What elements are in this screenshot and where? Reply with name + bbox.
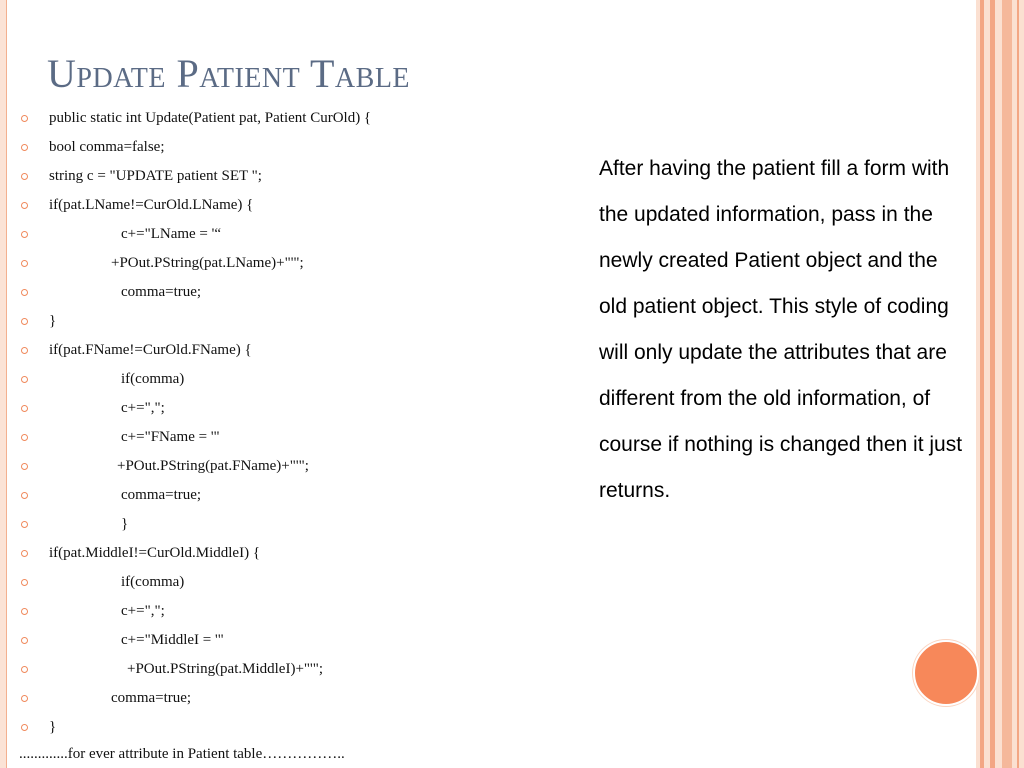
bullet-icon — [21, 666, 28, 673]
code-line-text: comma=true; — [111, 690, 192, 706]
right-stripes-decoration — [976, 0, 1024, 768]
code-line — [0, 713, 600, 742]
code-line — [0, 365, 600, 394]
footer-note: .............for ever attribute in Patient table…………….. — [19, 746, 345, 762]
code-line — [0, 539, 600, 568]
code-line-text: comma=true; — [121, 284, 202, 300]
code-line — [0, 481, 600, 510]
code-line — [0, 249, 600, 278]
code-line-text: +POut.PString(pat.LName)+"'"; — [111, 255, 304, 271]
bullet-icon — [21, 521, 28, 528]
code-line — [0, 278, 600, 307]
code-line — [0, 133, 600, 162]
code-line — [0, 684, 600, 713]
code-line-text: if(comma) — [121, 371, 185, 387]
stripe — [1002, 0, 1012, 768]
bullet-icon — [21, 724, 28, 731]
bullet-icon — [21, 695, 28, 702]
code-line-text: comma=true; — [121, 487, 202, 503]
bullet-icon — [21, 550, 28, 557]
code-line — [0, 655, 600, 684]
code-line-text: c+=","; — [121, 603, 165, 619]
bullet-icon — [21, 434, 28, 441]
explanation-text: After having the patient fill a form with the updated information, pass in the newly created Patient object and the old patient object. This style of coding will only update the attributes that are different from the old information, of course if nothing is changed then it just returns. — [599, 157, 963, 502]
bullet-icon — [21, 115, 28, 122]
bullet-icon — [21, 260, 28, 267]
bullet-icon — [21, 463, 28, 470]
bullet-icon — [21, 231, 28, 238]
code-line-text: if(pat.LName!=CurOld.LName) { — [49, 197, 254, 213]
code-line-text: c+=","; — [121, 400, 165, 416]
stripe — [990, 0, 995, 768]
code-line-text: c+="LName = '“ — [121, 226, 221, 242]
code-line — [0, 626, 600, 655]
code-line-text: c+="FName = '" — [121, 429, 220, 445]
bullet-icon — [21, 637, 28, 644]
code-line — [0, 423, 600, 452]
code-line-text: public static int Update(Patient pat, Patient CurOld) { — [49, 110, 372, 126]
code-line-text: } — [49, 719, 57, 735]
bullet-icon — [21, 318, 28, 325]
accent-circle — [913, 640, 979, 706]
bullet-icon — [21, 173, 28, 180]
code-line-text: } — [49, 313, 57, 329]
bullet-icon — [21, 492, 28, 499]
bullet-icon — [21, 579, 28, 586]
bullet-icon — [21, 202, 28, 209]
code-line — [0, 307, 600, 336]
code-line-text: if(pat.MiddleI!=CurOld.MiddleI) { — [49, 545, 261, 561]
code-line-text: if(pat.FName!=CurOld.FName) { — [49, 342, 252, 358]
code-line-text: } — [121, 516, 129, 532]
code-line — [0, 597, 600, 626]
code-line-text: +POut.PString(pat.FName)+"'"; — [117, 458, 309, 474]
bullet-icon — [21, 144, 28, 151]
stripe — [980, 0, 984, 768]
bullet-icon — [21, 405, 28, 412]
code-line — [0, 568, 600, 597]
code-listing — [0, 104, 600, 742]
code-line-text: bool comma=false; — [49, 139, 165, 155]
code-line — [0, 191, 600, 220]
code-line-text: +POut.PString(pat.MiddleI)+"'"; — [127, 661, 324, 677]
bullet-icon — [21, 376, 28, 383]
code-line — [0, 394, 600, 423]
code-line — [0, 104, 600, 133]
bullet-icon — [21, 347, 28, 354]
slide-title: Update Patient Table — [47, 51, 411, 96]
bullet-icon — [21, 289, 28, 296]
code-line — [0, 336, 600, 365]
stripe — [1017, 0, 1019, 768]
code-line — [0, 510, 600, 539]
code-line-text: if(comma) — [121, 574, 185, 590]
code-line — [0, 452, 600, 481]
code-line-text: c+="MiddleI = '" — [121, 632, 224, 648]
bullet-icon — [21, 608, 28, 615]
code-line — [0, 220, 600, 249]
code-line — [0, 162, 600, 191]
code-line-text: string c = "UPDATE patient SET "; — [49, 168, 262, 184]
